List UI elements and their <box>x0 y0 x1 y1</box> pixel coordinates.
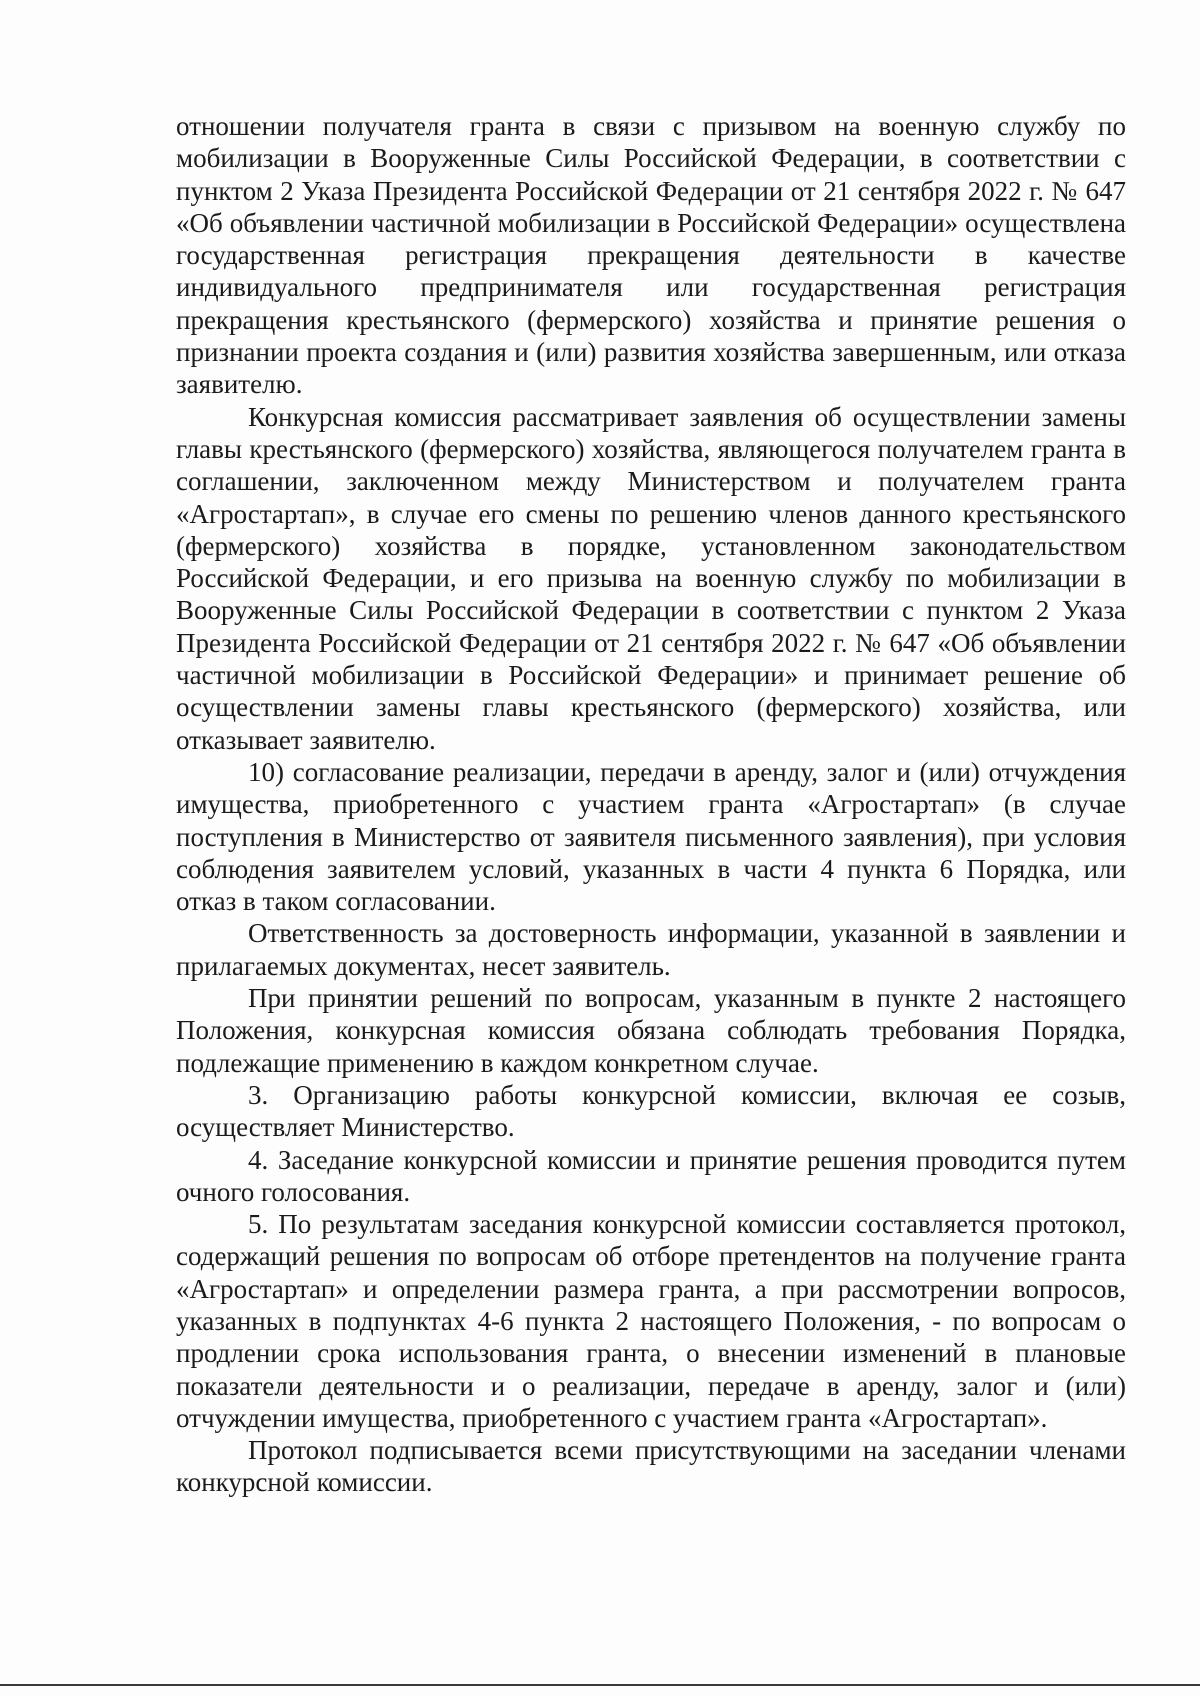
paragraph-continuation: отношении получателя гранта в связи с призывом на военную службу по мобилизации в Вооруженные Силы Российской Федерации, в соответствии с пунктом 2 Указа Президента Российской Федерации от 21 сентября 2022 г. № 647 «Об объявлении частичной мобилизации в Российской Федерации» осуществлена государственная регистрация прекращения деятельности в качестве индивидуального предпринимателя или государственная регистрация прекращения крестьянского (фермерского) хозяйства и принятие решения о признании проекта создания и (или) развития хозяйства завершенным, или отказа заявителю. <box>176 111 1126 400</box>
document-body <box>176 110 1126 1499</box>
page-bottom-divider <box>0 1684 1200 1686</box>
paragraph-section-3: 3. Организацию работы конкурсной комиссии, включая ее созыв, осуществляет Министерство. <box>176 1079 1126 1143</box>
paragraph-responsibility: Ответственность за достоверность информации, указанной в заявлении и прилагаемых документах, несет заявитель. <box>176 918 1126 981</box>
paragraph-commission-replacement: Конкурсная комиссия рассматривает заявления об осуществлении замены главы крестьянского (фермерского) хозяйства, являющегося получателем гранта в соглашении, заключенном между Министерством и получателем гранта «Агростартап», в случае его смены по решению членов данного крестьянского (фермерского) хозяйства в порядке, установленном законодательством Российской Федерации, и его призыва на военную службу по мобилизации в Вооруженные Силы Российской Федерации в соответствии с пунктом 2 Указа Президента Российской Федерации от 21 сентября 2022 г. № 647 «Об объявлении частичной мобилизации в Российской Федерации» и принимает решение об осуществлении замены главы крестьянского (фермерского) хозяйства, или отказывает заявителю. <box>176 401 1126 755</box>
paragraph-protocol-signing: Протокол подписывается всеми присутствующими на заседании членами конкурсной комиссии. <box>176 1435 1126 1498</box>
paragraph-section-4: 4. Заседание конкурсной комиссии и принятие решения проводится путем очного голосования. <box>176 1144 1126 1207</box>
paragraph-section-5: 5. По результатам заседания конкурсной комиссии составляется протокол, содержащий решения по вопросам об отборе претендентов на получение гранта «Агростартап» и определении размера гранта, а при рассмотрении вопросов, указанных в подпунктах 4-6 пункта 2 настоящего Положения, - по вопросам о продлении срока использования гранта, о внесении изменений в плановые показатели деятельности и о реализации, передаче в аренду, залог и (или) отчуждении имущества, приобретенного с участием гранта «Агростартап». <box>176 1209 1126 1433</box>
paragraph-decisions: При принятии решений по вопросам, указанным в пункте 2 настоящего Положения, конкурсная комиссия обязана соблюдать требования Порядка, подлежащие применению в каждом конкретном случае. <box>176 983 1126 1078</box>
paragraph-item-10: 10) согласование реализации, передачи в аренду, залог и (или) отчуждения имущества, приобретенного с участием гранта «Агростартап» (в случае поступления в Министерство от заявителя письменного заявления), при условия соблюдения заявителем условий, указанных в части 4 пункта 6 Порядка, или отказ в таком согласовании. <box>176 756 1126 917</box>
